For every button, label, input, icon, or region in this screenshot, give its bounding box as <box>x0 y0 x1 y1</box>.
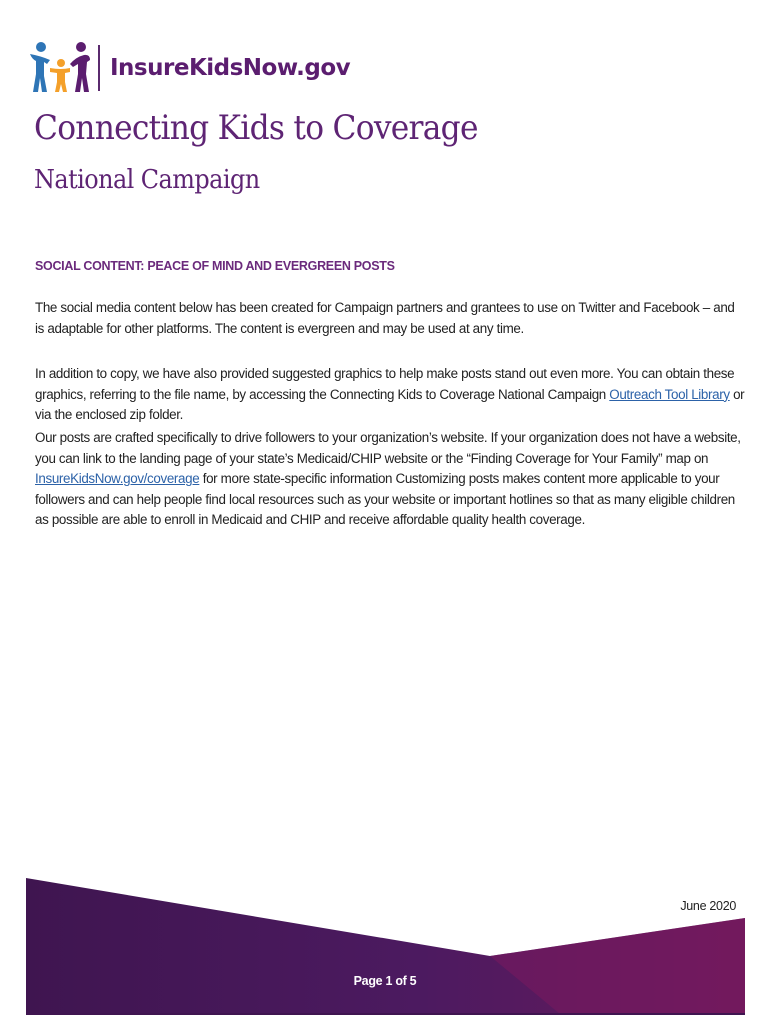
intro-paragraph <box>35 298 745 339</box>
graphics-paragraph-text-after: or via the enclosed zip folder. <box>35 386 745 422</box>
page-number: Page 1 of 5 <box>353 974 417 988</box>
document-date: June 2020 <box>680 899 736 913</box>
website-paragraph-text-before: Our posts are crafted specifically to drive followers to your organization’s website. If your organization does not have a website, you can link to the landing page of your state’s Medicaid/CHIP website or the “Finding Coverage for Your Family” map on <box>35 430 741 466</box>
outreach-tool-library-link[interactable]: Outreach Tool Library <box>609 386 730 402</box>
graphics-paragraph-text-before: In addition to copy, we have also provided suggested graphics to help make posts stand out even more. You can obtain these graphics, referring to the file name, by accessing the Connecting Kids to Coverage National Campaign <box>35 366 735 402</box>
logo-text: InsureKidsNow.gov <box>110 55 351 81</box>
website-paragraph-text-after: for more state-specific information Customizing posts makes content more applicable to your followers and can help people find local resources such as your website or important hotlines so that as many eligible children as possible are able to enroll in Medicaid and CHIP and receive affordable quality health coverage. <box>35 471 735 527</box>
coverage-map-link[interactable]: InsureKidsNow.gov/coverage <box>35 471 200 486</box>
website-paragraph <box>35 428 745 531</box>
intro-paragraph-text: The social media content below has been created for Campaign partners and grantees to use on Twitter and Facebook – and is adaptable for other platforms. The content is evergreen and may be used at any time. <box>35 300 735 336</box>
logo-divider <box>98 45 100 91</box>
family-figures-icon <box>28 40 92 96</box>
graphics-paragraph <box>35 364 745 426</box>
page-subtitle: National Campaign <box>34 165 260 195</box>
page-title: Connecting Kids to Coverage <box>34 108 478 148</box>
site-logo <box>28 40 350 96</box>
footer-banner <box>0 870 770 1024</box>
section-heading: SOCIAL CONTENT: PEACE OF MIND AND EVERGREEN POSTS <box>35 259 395 273</box>
